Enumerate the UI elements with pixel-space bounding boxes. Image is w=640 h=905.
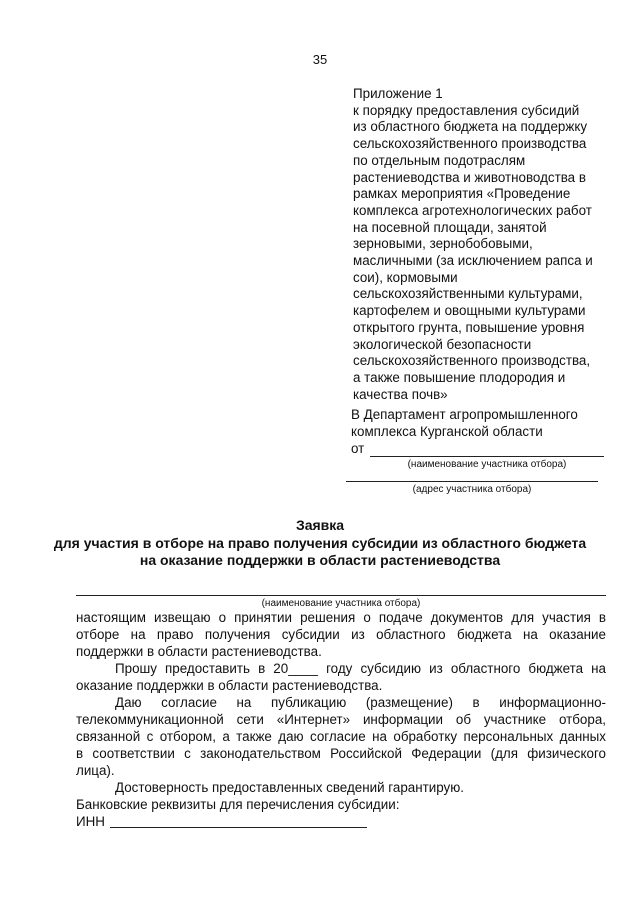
appendix-line: открытого грунта, повышение уровня	[353, 319, 585, 335]
appendix-line: сельскохозяйственного производства,	[353, 353, 591, 369]
paragraph-1-line: отборе на право получения субсидии из областного бюджета на оказание	[76, 627, 606, 642]
appendix-line: растениеводства и животноводства в	[353, 169, 586, 185]
appendix-line: сои), кормовыми	[353, 269, 458, 285]
paragraph-1-line: поддержки в области растениеводства.	[76, 644, 322, 659]
page-number: 35	[312, 52, 328, 67]
inn-field[interactable]	[110, 827, 367, 828]
paragraph-1-line: настоящим извещаю о принятии решения о подаче документов для участия в	[76, 610, 606, 625]
appendix-line: на посевной площади, занятой	[353, 219, 547, 235]
applicant-address-field[interactable]	[346, 481, 598, 482]
applicant-name-field[interactable]	[370, 456, 604, 457]
bank-details-label: Банковские реквизиты для перечисления субсидии:	[76, 797, 400, 812]
appendix-line: рамках мероприятия «Проведение	[353, 186, 571, 202]
paragraph-3-line: связанной с отбором, а также даю согласие на обработку персональных данных	[76, 729, 606, 744]
appendix-line: сельскохозяйственного производства	[353, 136, 587, 152]
appendix-line: зерновыми, зернобобовыми,	[353, 236, 533, 252]
addressee-line-1: В Департамент агропромышленного	[351, 407, 578, 422]
paragraph-2-line: оказание поддержки в области растениеводства.	[76, 678, 383, 693]
doc-title: Заявка	[295, 517, 345, 533]
paragraph-3-line: лица).	[76, 763, 115, 778]
appendix-line: сельскохозяйственными культурами,	[353, 286, 583, 302]
appendix-line: из областного бюджета на поддержку	[353, 119, 588, 135]
paragraph-2-line: Прошу предоставить в 20____ году субсидию из областного бюджета на	[115, 661, 606, 676]
appendix-heading	[353, 86, 613, 403]
appendix-line: масличными (за исключением рапса и	[353, 253, 593, 269]
appendix-line: картофелем и овощными культурами	[353, 303, 586, 319]
paragraph-3-line: в соответствии с законодательством Российской Федерации (для физического	[76, 746, 606, 761]
paragraph-3-line: телекоммуникационной сети «Интернет» информации об участнике отбора,	[76, 712, 606, 727]
applicant-name-caption: (наименование участника отбора)	[407, 459, 567, 470]
appendix-line: Приложение 1	[353, 86, 443, 101]
paragraph-3-line: Даю согласие на публикацию (размещение) в информационно-	[115, 695, 606, 710]
participant-name-field[interactable]	[76, 595, 606, 596]
doc-title-line-3: на оказание поддержки в области растениеводства	[139, 552, 501, 568]
appendix-line: качества почв»	[353, 386, 448, 402]
applicant-address-caption: (адрес участника отбора)	[412, 484, 532, 495]
guarantee-line: Достоверность предоставленных сведений гарантирую.	[115, 780, 464, 795]
inn-label: ИНН	[76, 814, 105, 829]
appendix-line: комплекса агротехнологических работ	[353, 202, 592, 218]
from-label: от	[351, 441, 365, 456]
appendix-line: к порядку предоставления субсидий	[353, 102, 580, 118]
appendix-line: экологической безопасности	[353, 336, 532, 352]
appendix-line: а также повышение плодородия и	[353, 369, 566, 385]
doc-title-line-2: для участия в отборе на право получения субсидии из областного бюджета	[53, 535, 587, 551]
appendix-line: по отдельным подотраслям	[353, 152, 526, 168]
addressee-line-2: комплекса Курганской области	[351, 424, 543, 439]
participant-name-caption: (наименование участника отбора)	[261, 598, 421, 609]
